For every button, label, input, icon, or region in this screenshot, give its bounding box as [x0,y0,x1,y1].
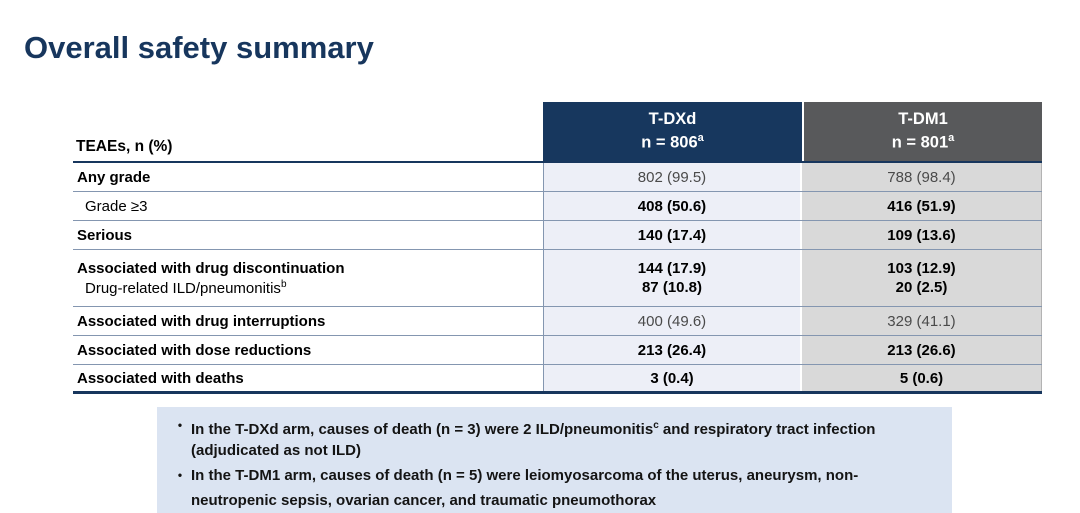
cell-tdm1: 329 (41.1) [802,307,1042,335]
drug-name: T-DM1 [898,110,948,129]
table-row-deaths [73,365,1042,394]
cell-tdxd: 140 (17.4) [543,221,802,249]
drug-name: T-DXd [648,110,697,129]
notes-box [157,407,952,513]
footnote-sup: a [948,132,955,145]
cell-tdm1 [802,250,1042,306]
column-header-tdxd [543,102,802,161]
row-label [73,250,543,306]
value-main: 103 (12.9) [887,260,956,277]
column-header-tdm1 [802,102,1042,161]
row-label: Any grade [77,168,151,186]
table-row-grade-ge3 [73,192,1042,221]
cell-tdm1: 109 (13.6) [802,221,1042,249]
cell-tdxd: 408 (50.6) [543,192,802,220]
footnote-sup: b [280,278,287,290]
row-label: Associated with drug interruptions [77,312,326,330]
row-label: Associated with dose reductions [77,341,312,359]
table-row-interruptions [73,307,1042,336]
cell-tdxd [543,250,802,306]
n-count: $n = 806^a$ [641,132,704,152]
bullet-icon: • [177,418,183,432]
n-count: $n = 801^a$ [891,132,955,152]
row-label-main: Associated with drug discontinuation [77,259,345,277]
value-sub: 87 (10.8) [641,279,703,296]
table-row-serious [73,221,1042,250]
table-header-row [73,102,1042,163]
cell-tdm1: 416 (51.9) [802,192,1042,220]
note-bullet-tdm1 [169,465,938,511]
cell-tdm1: 213 (26.6) [802,336,1042,364]
table-row-any-grade [73,163,1042,192]
table-row-discontinuation [73,250,1042,307]
note-text: In the T-DXd arm, causes of death (n = 3) were 2 ILD/pneumonitis$^c$ and respiratory tract infection (adjudicated as not ILD) [191,420,876,459]
cell-tdxd: 213 (26.4) [543,336,802,364]
value-main: 144 (17.9) [637,260,707,277]
page-title: Overall safety summary [24,30,374,65]
bullet-icon: • [177,468,183,482]
row-sublabel: Drug-related ILD/pneumonitis$^b$ [85,278,287,297]
note-bullet-tdxd [169,415,938,461]
footnote-sup: c [653,420,659,431]
note-text: In the T-DM1 arm, causes of death (n = 5) were leiomyosarcoma of the uterus, aneurysm, non-neutropenic sepsis, ovarian cancer, and traumatic pneumothorax [191,467,859,509]
cell-tdxd: 3 (0.4) [543,365,802,391]
cell-tdxd: 802 (99.5) [543,163,802,191]
value-sub: 20 (2.5) [895,279,948,296]
corner-label: TEAEs, n (%) [76,138,173,155]
row-label: Serious [77,226,133,244]
cell-tdxd: 400 (49.6) [543,307,802,335]
table-row-dose-reductions [73,336,1042,365]
row-label: Grade ≥3 [85,197,148,215]
cell-tdm1: 5 (0.6) [802,365,1042,391]
footnote-sup: a [697,132,704,145]
row-label: Associated with deaths [77,369,244,387]
safety-table [73,102,1042,394]
cell-tdm1: 788 (98.4) [802,163,1042,191]
